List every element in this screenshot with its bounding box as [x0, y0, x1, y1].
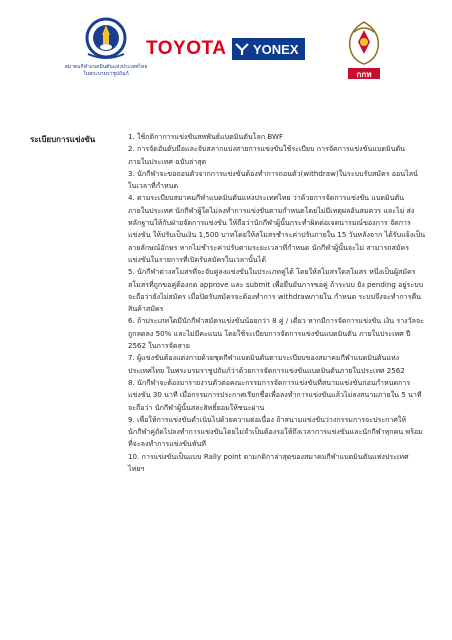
svg-text:สมาคมกีฬาแบดมินตันแห่งประเทศไท: สมาคมกีฬาแบดมินตันแห่งประเทศไทย [64, 64, 148, 70]
sports-authority-text: กกท [356, 70, 372, 79]
yonex-logo [232, 38, 305, 60]
rule-item: 1. ใช้กติกาการแข่งขันสหพันธ์แบดมินตันโลก BWF [128, 132, 284, 141]
rule-item: 9. เพื่อให้การแข่งขันดำเนินไปด้วยความต่อเนื่อง ถ้าสนามแข่งขันว่างกรรมการจะประกาศให้ นักกีฬาคู่ถัดไปลงทำการแข่งขันโดยไม่จำเป็นต้องรอให้ถึงเวลาการแข่งขันและนักกีฬาทุกคน พร้อมที่จะลงทำการแข่งขันทันที [128, 414, 423, 449]
yonex-mark-icon [235, 42, 249, 56]
badminton-association-logo [64, 10, 148, 80]
rule-item: 2. การจัดอันดับมือและจับสลากแบ่งสายการแข่งขันใช้ระเบียบ การจัดการแข่งขันแบดมินตัน ภายในประเทศ ฉบับล่าสุด [128, 144, 405, 166]
section-label: ระเบียบการแข่งขัน [30, 135, 96, 144]
rules-list [128, 131, 426, 475]
rule-item: 7. ผู้แข่งขันต้องแต่งกายด้วยชุดกีฬาแบดมินตันตามระเบียบของสมาคมกีฬาแบดมินตันแห่ง ประเทศไทย ในพระบรมราชูปถัมภ์ว่าด้วยการจัดการแข่งขันแบดมินตันภายในประเทศ 2562 [128, 353, 405, 375]
svg-text:ในพระบรมราชูปถัมภ์: ในพระบรมราชูปถัมภ์ [83, 71, 129, 77]
rule-item: 3. นักกีฬาจะขอถอนตัวจากการแข่งขันต้องทำการถอนตัว(withdraw)ในระบบรับสมัคร ออนไลน์ในเวลาที่กำหนด [128, 168, 418, 191]
rule-item: 6. ถ้าประเภทใดมีนักกีฬาสมัครแข่งขันน้อยกว่า 8 คู่ / เดี่ยว หากมีการจัดการแข่งขัน เงิน รางวัลจะถูกลดลง 50% และไม่มีคะแนน โดยใช้ระเบียบการจัดการแข่งขันแบดมินตัน ภายในประเทศ ปี 2562 ในการจัดสาย [128, 316, 424, 351]
sports-authority-logo [340, 18, 388, 82]
toyota-logo: TOYOTA [146, 38, 227, 59]
rule-item: 10. การแข่งขันเป็นแบบ Rally point ตามกติกาล่าสุดของสมาคมกีฬาแบดมินตันแห่งประเทศ ไทยฯ [128, 451, 409, 474]
rule-item: 5. นักกีฬาต่างสโมสรที่จะจับคู่ลงแข่งขันในประเภทคู่ได้ โดยให้สโมสรใดสโมสร หนึ่งเป็นผู้สมัคร สโมสรที่ถูกขอคู่ต้องกด approve และ submit เพื่อยืนยันการขอคู่ ถ้าระบบ ยัง pending อยู่ระบบจะถือว่ายังไม่สมัคร เมื่อปิดรับสมัครจะต้องทำการ withdrawภายใน กำหนด ระบบจึงจะทำการคืนสินค้าสมัคร [128, 267, 424, 314]
yonex-wordmark: YONEX [253, 41, 299, 57]
rule-item: 4. ตามระเบียบสมาคมกีฬาแบดมินตันแห่งประเทศไทย ว่าด้วยการจัดการแข่งขัน แบดมินตัน ภายในประเทศ นักกีฬาผู้ใดไม่ลงทำการแข่งขันตามกำหนดโดยไม่มีเหตุผลอันสมควร และไม่ ส่งหลักฐานให้กับฝ่ายจัดการแข่งขัน ให้ถือว่านักกีฬาผู้นั้นกระทำผิดต่อเจตนารมณ์ของการ จัดการแข่งขัน ให้ปรับเป็นเงิน 1,500 บาทโดยให้สโมสรชำระค่าปรับภายใน 15 วันหลังจาก ได้รับแจ้งเป็นลายลักษณ์อักษร หากไม่ชำระค่าปรับตามระยะเวลาที่กำหนด นักกีฬาผู้นั้นจะไม่ สามารถสมัครแข่งขันในรายการที่เปิดรับสมัครในเวลานั้นได้ [128, 193, 426, 264]
rule-item: 8. นักกีฬาจะต้องมารายงานตัวต่อคณะกรรมการจัดการแข่งขันที่สนามแข่งขันก่อนกำหนดการ แข่งขัน 30 นาที เมื่อกรรมการประกาศเรียกชื่อเพื่อลงทำการแข่งขันแล้วไม่ลงสนามภายใน 5 นาทีจะถือว่า นักกีฬาผู้นั้นสละสิทธิ์ยอมให้ชนะผ่าน [128, 377, 422, 412]
